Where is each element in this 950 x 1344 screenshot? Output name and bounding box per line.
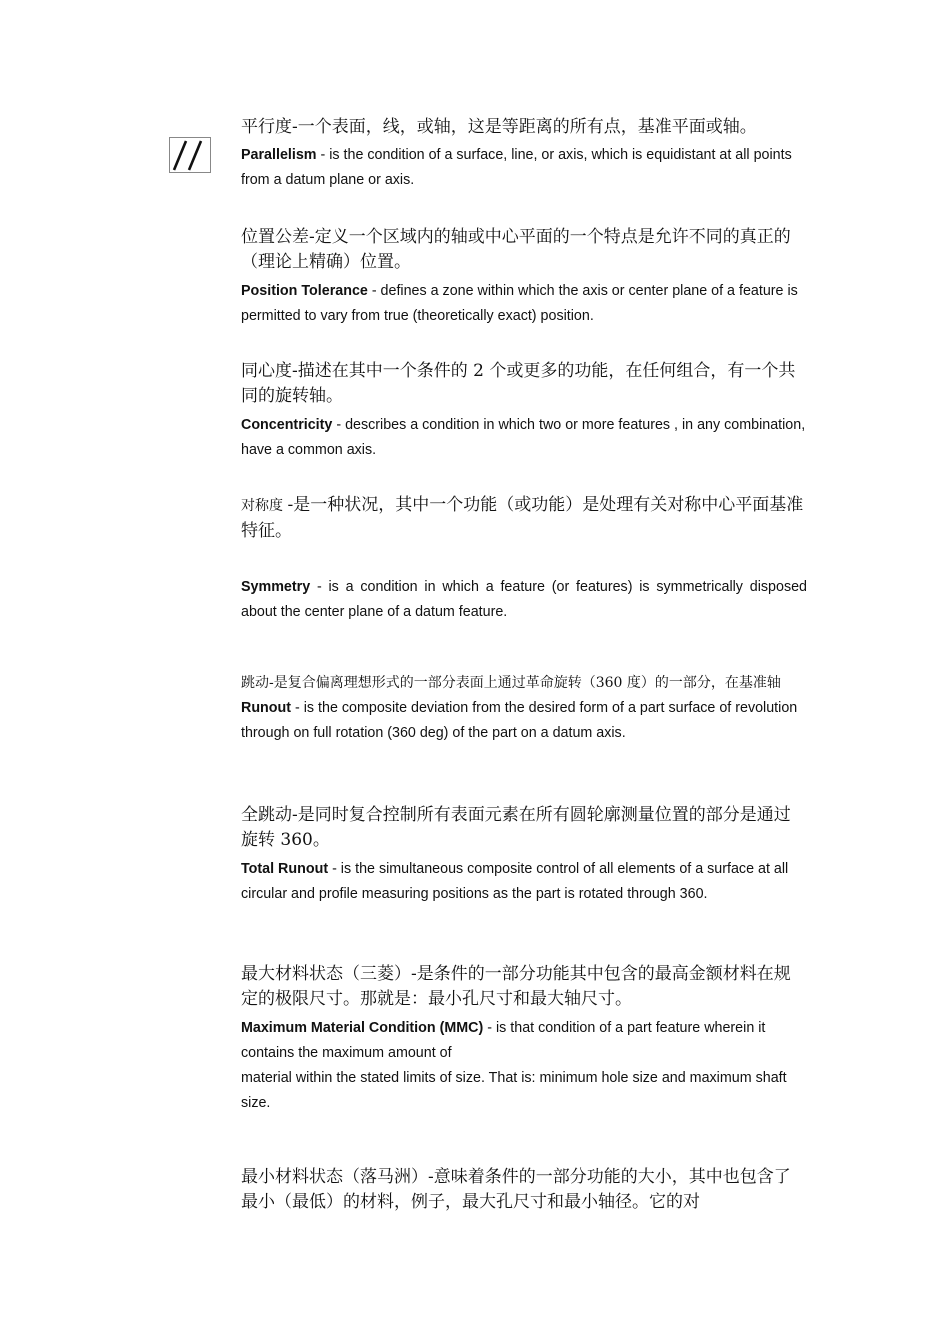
definition-chinese: -是一种状况，其中一个功能（或功能）是处理有关对称中心平面基准特征。 <box>241 495 804 541</box>
term: Symmetry <box>241 579 311 595</box>
english-definition <box>241 413 807 463</box>
english-definition <box>241 279 807 329</box>
term-chinese: 对称度 <box>241 498 288 514</box>
definition-text: - is the composite deviation from the desired form of a part surface of revolution through on full rotation (360 deg) of the part on a datum axis. <box>241 700 798 741</box>
chinese-definition: 同心度-描述在其中一个条件的 2 个或更多的功能，在任何组合，有一个共同的旋转轴。 <box>241 361 796 406</box>
english-definition <box>241 1016 807 1066</box>
entry-symmetry <box>241 493 807 625</box>
entry-least-material-condition <box>241 1165 807 1215</box>
chinese-definition: 最小材料状态（落马洲）-意味着条件的一部分功能的大小，其中也包含了最小（最低）的材料，例子，最大孔尺寸和最小轴径。它的对 <box>241 1167 791 1212</box>
english-definition <box>241 143 807 193</box>
entry-concentricity <box>241 359 807 463</box>
english-definition-continued: material within the stated limits of size. That is: minimum hole size and maximum shaft size. <box>241 1070 787 1111</box>
chinese-definition: 位置公差-定义一个区域内的轴或中心平面的一个特点是允许不同的真正的（理论上精确）位置。 <box>241 227 791 272</box>
definition-text: - is a condition in which a feature (or features) is symmetrically disposed about the center plane of a datum feature. <box>241 579 807 620</box>
definition-text: - describes a condition in which two or more features , in any combination, have a common axis. <box>241 417 806 458</box>
english-definition <box>241 575 807 625</box>
chinese-definition <box>241 493 807 544</box>
definition-text: - defines a zone within which the axis or center plane of a feature is permitted to vary from true (theoretically exact) position. <box>241 283 798 324</box>
term: Total Runout <box>241 861 329 877</box>
entry-runout <box>241 671 807 746</box>
entry-total-runout <box>241 803 807 907</box>
definition-text: - is that condition of a part feature wherein it contains the maximum amount of <box>241 1020 766 1061</box>
chinese-definition: 平行度-一个表面，线，或轴，这是等距离的所有点，基准平面或轴。 <box>241 117 757 137</box>
entry-position-tolerance <box>241 225 807 329</box>
term: Position Tolerance <box>241 283 368 299</box>
definition-text: - is the condition of a surface, line, or axis, which is equidistant at all points from a datum plane or axis. <box>241 147 792 188</box>
term: Runout <box>241 700 292 716</box>
entry-parallelism <box>241 115 807 193</box>
definition-text: - is the simultaneous composite control of all elements of a surface at all circular and profile measuring positions as the part is rotated through 360. <box>241 861 789 902</box>
entry-maximum-material-condition <box>241 962 807 1116</box>
chinese-definition: 全跳动-是同时复合控制所有表面元素在所有圆轮廓测量位置的部分是通过旋转 360。 <box>241 805 791 850</box>
term: Maximum Material Condition (MMC) <box>241 1020 484 1036</box>
term: Concentricity <box>241 417 333 433</box>
english-definition <box>241 696 807 746</box>
parallelism-symbol-icon <box>169 137 211 173</box>
chinese-definition: 最大材料状态（三菱）-是条件的一部分功能其中包含的最高金额材料在规定的极限尺寸。那就是：最小孔尺寸和最大轴尺寸。 <box>241 964 791 1009</box>
chinese-definition: 跳动-是复合偏离理想形式的一部分表面上通过革命旋转（360 度）的一部分，在基准轴 <box>241 675 781 691</box>
term: Parallelism <box>241 147 317 163</box>
english-definition <box>241 857 807 907</box>
